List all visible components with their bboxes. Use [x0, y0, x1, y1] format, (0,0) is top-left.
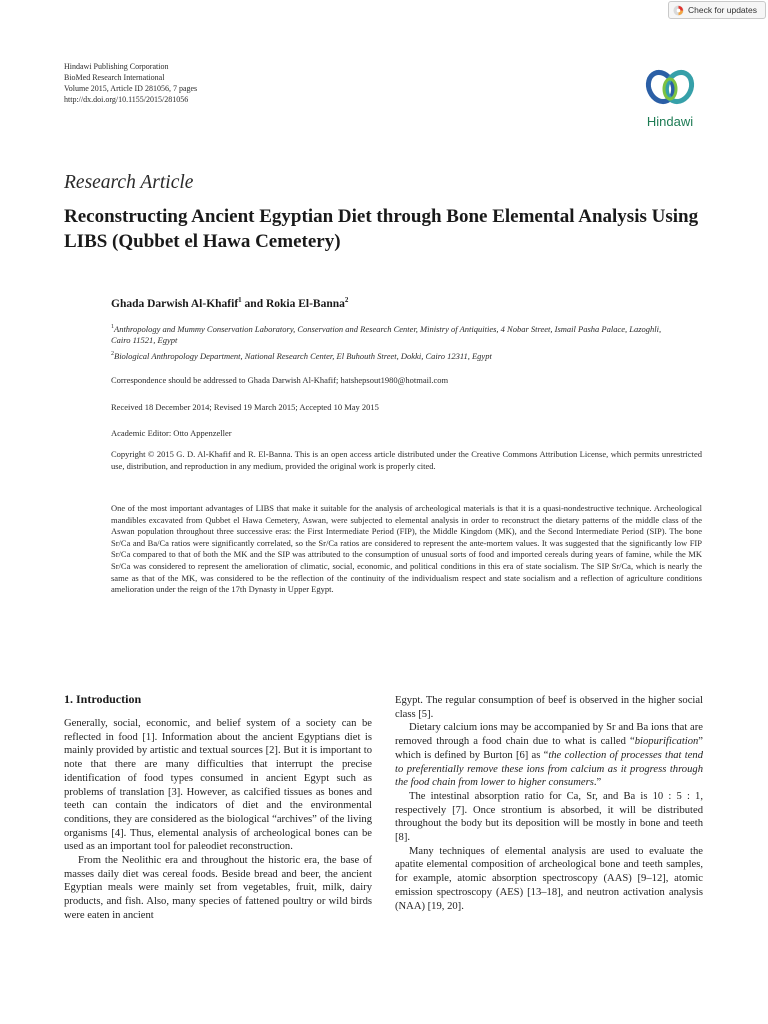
affiliation-1 — [111, 322, 671, 347]
paragraph: Egypt. The regular consumption of beef is observed in the higher social class [5]. — [395, 695, 703, 720]
academic-editor: Academic Editor: Otto Appenzeller — [111, 428, 232, 438]
affiliation-2 — [111, 349, 671, 362]
affiliation-1-text: Anthropology and Mummy Conservation Laboratory, Conservation and Research Center, Ministry of Antiquities, 4 Nobar Street, Ismail Pasha Palace, Lazoghli, Cairo 11521, Egypt — [111, 323, 662, 346]
text-run: ” which is defined by Burton [6] as “ — [395, 736, 703, 761]
journal-line: BioMed Research International — [64, 73, 165, 82]
doi-link[interactable]: http://dx.doi.org/10.1155/2015/281056 — [64, 95, 189, 104]
paragraph: Many techniques of elemental analysis are used to evaluate the apatite elemental composition of archeological bone and teeth samples, for example, atomic absorption spectroscopy (AAS) [9–12], atomic emission spectroscopy (AES) [13–18], and neutron activation analysis (NAA) [19, 20]. — [395, 845, 703, 912]
crossmark-icon — [673, 5, 684, 16]
article-title: Reconstructing Ancient Egyptian Diet through Bone Elemental Analysis Using LIBS (Qubbet el Hawa Cemetery) — [64, 206, 699, 252]
body-column-left — [64, 717, 372, 923]
paragraph: The intestinal absorption ratio for Ca, Sr, and Ba is 10 : 5 : 1, respectively [7]. Once strontium is absorbed, it will be distributed throughout the body but its deposition will be mostly in bone and teeth [8]. — [395, 790, 703, 844]
affiliation-2-mark: 2 — [111, 351, 114, 357]
body-column-right — [395, 694, 703, 913]
journal-header — [64, 61, 197, 105]
abstract: One of the most important advantages of LIBS that make it suitable for the analysis of archeological materials is that it is a quasi-nondestructive technique. Archeological mandibles excavated from Qubbet el Hawa Cemetery, Aswan, were subjected to elemental analysis in order to reconstruct the dietary patterns of the middle class of the Aswan population throughout three successive eras: the First Intermediate Period (FIP), the Middle Kingdom (MK), and the Second Intermediate Period (SIP). The bone Sr/Ca and Ba/Ca ratios were significantly correlated, so the Sr/Ca ratios are considered to represent the ante-mortem values. It was suggested that the significantly low FIP Sr/Ca compared to that of both the MK and the SIP was attributed to the consumption of unusual sorts of food and imported cereals during years of famine, while the MK Sr/Ca was considered to represent the amelioration of climatic, social, economic, and political conditions in this era of state socialism. The SIP Sr/Ca, which is nearly the same as that of the MK, was considered to be the reflection of the continuity of the individualism respect and state socialism and a reflection of agriculture conditions amelioration under the reign of the 17th Dynasty in Upper Egypt. — [111, 503, 702, 595]
paragraph: From the Neolithic era and throughout the historic era, the base of masses daily diet was cereal foods. Beside bread and beer, the ancient Egyptian meals were mainly set from vegetables, fruit, milk, dairy products, and fish. Also, many species of fattened poultry or wild birds were eaten in ancient — [64, 855, 372, 921]
emphasized-term: biopurification — [634, 736, 699, 748]
article-dates: Received 18 December 2014; Revised 19 March 2015; Accepted 10 May 2015 — [111, 402, 379, 412]
section-heading-introduction: 1. Introduction — [64, 692, 142, 706]
copyright-notice: Copyright © 2015 G. D. Al-Khafif and R. El-Banna. This is an open access article distributed under the Creative Commons Attribution License, which permits unrestricted use, distribution, and reproduction in any medium, provided the original work is properly cited. — [111, 449, 702, 471]
affiliation-1-mark: 1 — [111, 324, 114, 330]
author-2[interactable]: Rokia El-Banna — [265, 297, 345, 310]
volume-line: Volume 2015, Article ID 281056, 7 pages — [64, 84, 198, 93]
paragraph: Generally, social, economic, and belief system of a society can be reflected in food [1]. Information about the ancient Egyptians diet is mainly provided by artistic and textual sources [2]. But it is important to note that there are many difficulties that interrupt the precise identification of food types consumed in ancient Egypt such as problems of translation [3]. However, as calcified tissues as bones and teeth can contain the indicators of diet and the environmental conditions, they are considered as the biological “archives” of the living organisms [4]. Thus, elemental analysis of archeological bones can be used as an important tool for paleodiet reconstruction. — [64, 718, 372, 853]
author-list — [111, 296, 348, 310]
check-for-updates-button[interactable] — [668, 1, 766, 19]
text-run: .” — [593, 777, 602, 789]
publisher-line: Hindawi Publishing Corporation — [64, 62, 169, 71]
text-run: Dietary calcium ions may be accompanied by Sr and Ba ions that are removed through a food chain due to what is called “ — [395, 722, 703, 748]
paragraph — [395, 721, 703, 790]
author-conjunction: and — [241, 297, 266, 310]
article-type: Research Article — [64, 172, 194, 193]
author-2-affiliation-mark: 2 — [344, 296, 349, 304]
check-for-updates-label: Check for updates — [688, 5, 757, 15]
correspondence: Correspondence should be addressed to Ghada Darwish Al-Khafif; hatshepsout1980@hotmail.com — [111, 375, 449, 385]
affiliation-2-text: Biological Anthropology Department, National Research Center, El Buhouth Street, Dokki, Cairo 12311, Egypt — [114, 350, 492, 361]
quoted-definition: the collection of processes that tend to preferentially remove these ions from calcium as it progress through the food chain from lower to higher consumers — [395, 749, 703, 789]
author-1-affiliation-mark: 1 — [238, 296, 242, 304]
hindawi-logo-text: Hindawi — [646, 114, 694, 129]
author-1[interactable]: Ghada Darwish Al-Khafif — [111, 297, 239, 310]
